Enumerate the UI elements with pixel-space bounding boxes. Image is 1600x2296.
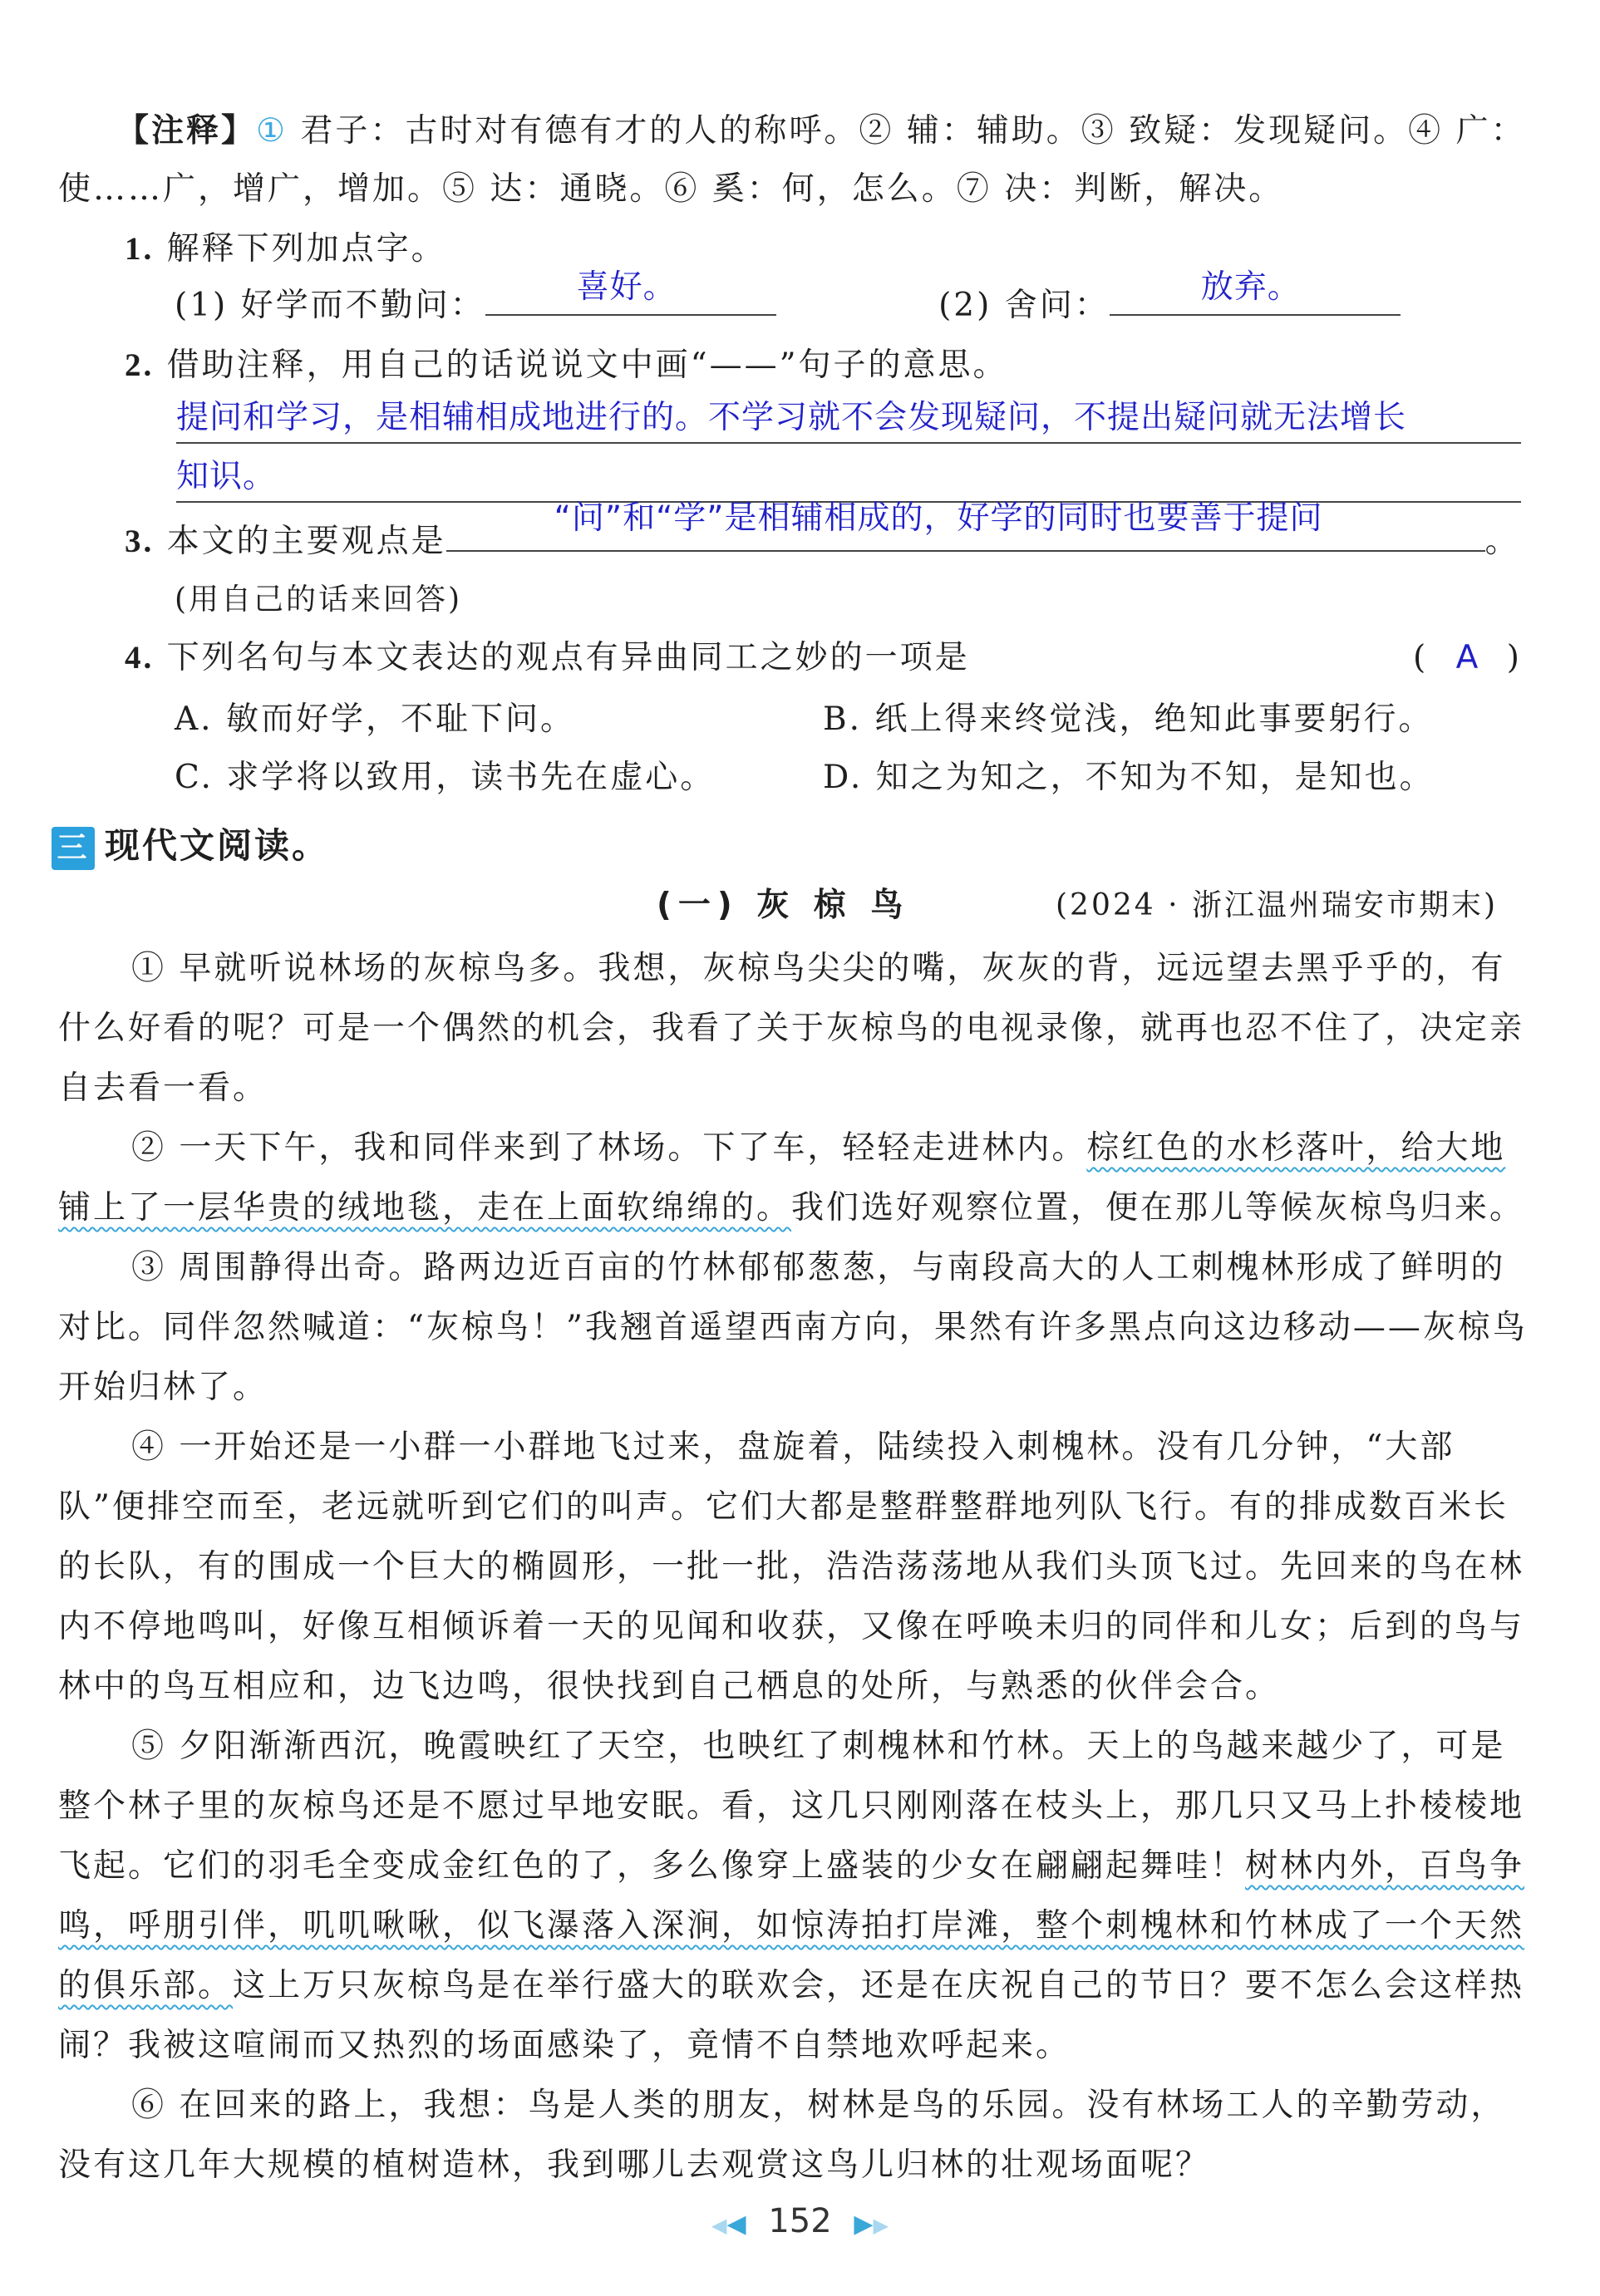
q4-number: 4. — [125, 640, 155, 676]
q1-sub-line — [175, 268, 1401, 331]
paragraph-5 — [58, 1717, 1529, 2076]
q4-option-b[interactable]: B. 纸上得来终觉浅，绝知此事要躬行。 — [823, 701, 1434, 738]
q1-number: 1. — [125, 231, 155, 267]
q3-text: 本文的主要观点是 — [166, 523, 446, 560]
paragraph-2-wavy-sentence: 棕红色的水杉落叶，给大地铺上了一层华贵的绒地毯，走在上面软绵绵的。 — [58, 1129, 1506, 1227]
section-title: 现代文阅读。 — [105, 825, 330, 866]
q4-option-d[interactable]: D. 知之为知之，不知为不知，是知也。 — [823, 759, 1435, 796]
passage-source: (2024 · 浙江温州瑞安市期末) — [1056, 888, 1499, 922]
next-page-icon[interactable]: ▶ — [854, 2210, 874, 2239]
q1-answer-1: 喜好。 — [576, 268, 677, 306]
section-heading — [52, 819, 329, 870]
prev-page-icon[interactable]: ◀ — [726, 2210, 746, 2239]
q4-paren-close: ) — [1506, 639, 1522, 676]
q3-number: 3. — [125, 524, 155, 559]
q1-sub2-label: (2) 舍问： — [938, 287, 1110, 324]
q1-sub1-label: (1) 好学而不勤问： — [175, 287, 485, 324]
paragraph-3-text: ③ 周围静得出奇。路两边近百亩的竹林郁郁葱葱，与南段高大的人工刺槐林形成了鲜明的对比。同伴忽然喊道：“灰椋鸟！”我翘首遥望西南方向，果然有许多黑点向这边移动——灰椋鸟开始归林了。 — [58, 1249, 1528, 1406]
q3-hint: (用自己的话来回答) — [175, 583, 463, 617]
q2-line — [125, 341, 1008, 391]
paragraph-1-text: ① 早就听说林场的灰椋鸟多。我想，灰椋鸟尖尖的嘴，灰灰的背，远远望去黑乎乎的，有什么好看的呢？可是一个偶然的机会，我看了关于灰椋鸟的电视录像，就再也忍不住了，决定亲自去看一看。 — [58, 950, 1525, 1107]
q2-answer-line-2[interactable]: 知识。 — [176, 458, 277, 495]
q1-answer-2-field[interactable] — [1110, 268, 1401, 316]
next-page-light-icon[interactable]: ▶ — [873, 2214, 889, 2237]
q4-paren-open: ( — [1413, 639, 1429, 676]
paragraph-3 — [58, 1238, 1529, 1418]
section-badge: 三 — [52, 827, 95, 870]
paragraph-2 — [58, 1119, 1529, 1238]
paragraph-6-text: ⑥ 在回来的路上，我想：鸟是人类的朋友，树林是鸟的乐园。没有林场工人的辛勤劳动，没有这几年大规模的植树造林，我到哪儿去观赏这鸟儿归林的壮观场面呢？ — [58, 2087, 1506, 2184]
paragraph-1 — [58, 939, 1529, 1119]
notes-line-1 — [116, 106, 1546, 156]
note-1-marker: ① — [256, 112, 288, 150]
q2-answer-line-1[interactable]: 提问和学习，是相辅相成地进行的。不学习就不会发现疑问，不提出疑问就无法增长 — [176, 399, 1407, 436]
paragraph-4-text: ④ 一开始还是一小群一小群地飞过来，盘旋着，陆续投入刺槐林。没有几分钟，“大部队”便排空而至，老远就听到它们的叫声。它们大都是整群整群地列队飞行。有的排成数百米长的长队，有的围成一个巨大的椭圆形，一批一批，浩浩荡荡地从我们头顶飞过。先回来的鸟在林内不停地鸣叫，好像互相倾诉着一天的见闻和收获，又像在呼唤未归的同伴和儿女；后到的鸟与林中的鸟互相应和，边飞边鸣，很快找到自己栖息的处所，与熟悉的伙伴会合。 — [58, 1428, 1525, 1705]
notes-label: 【注释】 — [116, 112, 257, 150]
q3-answer: “问”和“学”是相辅相成的，好学的同时也要善于提问 — [554, 499, 1323, 537]
q1-answer-1-field[interactable] — [485, 268, 776, 316]
q4-option-c[interactable]: C. 求学将以致用，读书先在虚心。 — [175, 759, 716, 796]
page-number: 152 — [768, 2202, 832, 2240]
paragraph-5-tail: 这上万只灰椋鸟是在举行盛大的联欢会，还是在庆祝自己的节日？要不怎么会这样热闹？我被这喧闹而又热烈的场面感染了，竟情不自禁地欢呼起来。 — [58, 1967, 1525, 2064]
paragraph-2-tail: 我们选好观察位置，便在那儿等候灰椋鸟归来。 — [791, 1189, 1525, 1227]
q4-answer-paren[interactable] — [1413, 633, 1529, 683]
passage-title: (一) 灰 椋 鸟 — [657, 887, 910, 924]
q4-option-a[interactable]: A. 敏而好学，不耻下问。 — [175, 701, 575, 738]
paragraph-5-lead: ⑤ 夕阳渐渐西沉，晚霞映红了天空，也映红了刺槐林和竹林。天上的鸟越来越少了，可是整个林子里的灰椋鸟还是不愿过早地安眠。看，这几只刚刚落在枝头上，那几只又马上扑棱棱地飞起。它们的羽毛全变成金红色的了，多么像穿上盛装的少女在翩翩起舞哇！ — [58, 1728, 1525, 1885]
q4-line — [125, 633, 970, 683]
notes-line-1-text: 君子：古时对有德有才的人的称呼。② 辅：辅助。③ 致疑：发现疑问。④ 广： — [300, 112, 1526, 150]
paragraph-2-lead: ② 一天下午，我和同伴来到了林场。下了车，轻轻走进林内。 — [131, 1129, 1087, 1167]
q4-text: 下列名句与本文表达的观点有异曲同工之妙的一项是 — [166, 639, 970, 676]
page-footer — [0, 2202, 1600, 2240]
q4-answer: A — [1455, 639, 1479, 676]
q3-line — [125, 499, 1520, 567]
q3-answer-field[interactable] — [446, 499, 1485, 552]
paragraph-4 — [58, 1418, 1529, 1717]
q1-answer-2: 放弃。 — [1200, 268, 1301, 306]
q1-line — [125, 224, 446, 274]
notes-line-2: 使……广，增广，增加。⑤ 达：通晓。⑥ 奚：何，怎么。⑦ 决：判断，解决。 — [58, 170, 1284, 208]
q3-end-mark: 。 — [1484, 523, 1520, 560]
q2-rule-1 — [176, 442, 1521, 444]
paragraph-5-wavy-sentence: 树林内外，百鸟争鸣，呼朋引伴，叽叽啾啾，似飞瀑落入深涧，如惊涛拍打岸滩，整个刺槐林和竹林成了一个天然的俱乐部。 — [58, 1847, 1525, 2004]
prev-page-light-icon[interactable]: ◀ — [711, 2214, 727, 2237]
q2-number: 2. — [125, 347, 155, 383]
q1-text: 解释下列加点字。 — [166, 230, 446, 268]
q2-text: 借助注释，用自己的话说说文中画“——”句子的意思。 — [166, 347, 1008, 384]
paragraph-6 — [58, 2076, 1529, 2195]
